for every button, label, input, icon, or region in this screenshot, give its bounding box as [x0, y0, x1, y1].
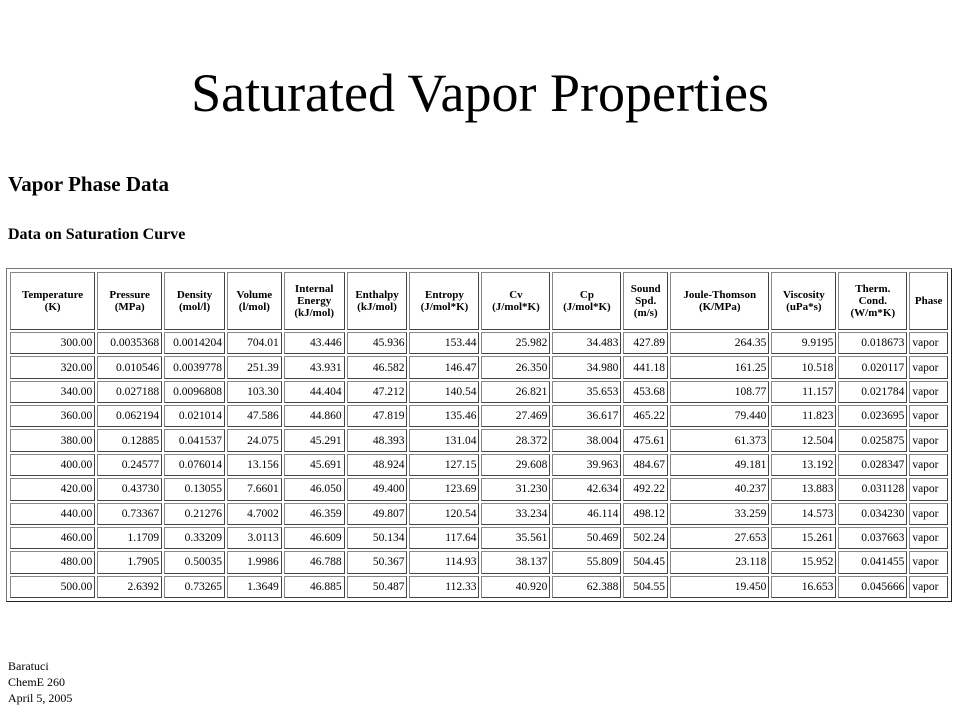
- table-row: [10, 478, 948, 500]
- table-cell: 31.230: [481, 478, 550, 500]
- table-cell: 441.18: [623, 356, 668, 378]
- table-cell: 0.041455: [838, 551, 907, 573]
- table-cell: 46.609: [284, 527, 345, 549]
- table-cell: 108.77: [670, 381, 769, 403]
- table-cell: 34.980: [552, 356, 621, 378]
- table-row: [10, 381, 948, 403]
- table-cell: 45.936: [347, 332, 408, 354]
- table-cell: vapor: [909, 356, 948, 378]
- table-cell: 0.045666: [838, 576, 907, 598]
- table-cell: 7.6601: [227, 478, 282, 500]
- table-cell: 47.212: [347, 381, 408, 403]
- table-cell: 36.617: [552, 405, 621, 427]
- column-header: Temperature (K): [10, 272, 95, 330]
- column-header: Joule-Thomson (K/MPa): [670, 272, 769, 330]
- table-cell: 161.25: [670, 356, 769, 378]
- table-cell: 40.920: [481, 576, 550, 598]
- column-header: Volume (l/mol): [227, 272, 282, 330]
- table-cell: 38.137: [481, 551, 550, 573]
- column-header: Cp (J/mol*K): [552, 272, 621, 330]
- table-cell: 50.469: [552, 527, 621, 549]
- column-header: Density (mol/l): [164, 272, 225, 330]
- table-cell: 480.00: [10, 551, 95, 573]
- table-cell: 135.46: [409, 405, 479, 427]
- column-header: Internal Energy (kJ/mol): [284, 272, 345, 330]
- table-cell: 502.24: [623, 527, 668, 549]
- table-cell: 420.00: [10, 478, 95, 500]
- table-cell: 0.018673: [838, 332, 907, 354]
- table-cell: 0.13055: [164, 478, 225, 500]
- table-cell: 146.47: [409, 356, 479, 378]
- table-cell: 0.025875: [838, 429, 907, 451]
- table-cell: 465.22: [623, 405, 668, 427]
- table-cell: vapor: [909, 551, 948, 573]
- table-cell: 14.573: [771, 503, 836, 525]
- table-cell: 46.582: [347, 356, 408, 378]
- table-cell: 264.35: [670, 332, 769, 354]
- table-cell: 498.12: [623, 503, 668, 525]
- footer-date: April 5, 2005: [8, 691, 73, 705]
- footer-author: Baratuci: [8, 659, 49, 673]
- table-cell: 9.9195: [771, 332, 836, 354]
- table-cell: 55.809: [552, 551, 621, 573]
- table-cell: 504.45: [623, 551, 668, 573]
- table-cell: 25.982: [481, 332, 550, 354]
- table-cell: 47.819: [347, 405, 408, 427]
- table-cell: 44.860: [284, 405, 345, 427]
- table-cell: 40.237: [670, 478, 769, 500]
- column-header: Viscosity (uPa*s): [771, 272, 836, 330]
- table-cell: 0.73265: [164, 576, 225, 598]
- table-header-row: [10, 272, 948, 330]
- table-cell: vapor: [909, 576, 948, 598]
- table-cell: 0.076014: [164, 454, 225, 476]
- table-cell: vapor: [909, 405, 948, 427]
- table-cell: 340.00: [10, 381, 95, 403]
- table-row: [10, 405, 948, 427]
- table-cell: 484.67: [623, 454, 668, 476]
- table-cell: 46.114: [552, 503, 621, 525]
- column-header: Enthalpy (kJ/mol): [347, 272, 408, 330]
- table-cell: 35.561: [481, 527, 550, 549]
- table-cell: 43.931: [284, 356, 345, 378]
- table-cell: 380.00: [10, 429, 95, 451]
- table-cell: 10.518: [771, 356, 836, 378]
- column-header: Entropy (J/mol*K): [409, 272, 479, 330]
- table-row: [10, 503, 948, 525]
- table-cell: 453.68: [623, 381, 668, 403]
- table-cell: 0.021784: [838, 381, 907, 403]
- table-row: [10, 332, 948, 354]
- table-cell: 45.691: [284, 454, 345, 476]
- table-cell: 123.69: [409, 478, 479, 500]
- footer-course: ChemE 260: [8, 675, 65, 689]
- table-cell: 117.64: [409, 527, 479, 549]
- table-cell: 28.372: [481, 429, 550, 451]
- table-cell: 140.54: [409, 381, 479, 403]
- table-cell: 504.55: [623, 576, 668, 598]
- table-cell: 360.00: [10, 405, 95, 427]
- table-cell: 0.021014: [164, 405, 225, 427]
- table-cell: 50.487: [347, 576, 408, 598]
- table-cell: 34.483: [552, 332, 621, 354]
- table-cell: 11.157: [771, 381, 836, 403]
- table-cell: 460.00: [10, 527, 95, 549]
- saturation-table-container: [6, 268, 952, 602]
- column-header: Therm. Cond. (W/m*K): [838, 272, 907, 330]
- table-cell: 15.261: [771, 527, 836, 549]
- table-row: [10, 356, 948, 378]
- table-cell: 62.388: [552, 576, 621, 598]
- table-cell: 320.00: [10, 356, 95, 378]
- column-header: Cv (J/mol*K): [481, 272, 550, 330]
- table-cell: 12.504: [771, 429, 836, 451]
- table-cell: 120.54: [409, 503, 479, 525]
- table-cell: 492.22: [623, 478, 668, 500]
- section-heading: Vapor Phase Data: [8, 172, 170, 196]
- table-cell: 50.134: [347, 527, 408, 549]
- footer: [8, 658, 72, 706]
- table-cell: 79.440: [670, 405, 769, 427]
- table-cell: 46.788: [284, 551, 345, 573]
- table-cell: 33.234: [481, 503, 550, 525]
- table-cell: 23.118: [670, 551, 769, 573]
- table-cell: 103.30: [227, 381, 282, 403]
- table-cell: 0.010546: [97, 356, 162, 378]
- saturation-data-table: [8, 270, 950, 600]
- column-header: Pressure (MPa): [97, 272, 162, 330]
- column-header: Phase: [909, 272, 948, 330]
- column-header: Sound Spd. (m/s): [623, 272, 668, 330]
- table-cell: vapor: [909, 332, 948, 354]
- table-cell: 33.259: [670, 503, 769, 525]
- table-cell: vapor: [909, 381, 948, 403]
- table-cell: vapor: [909, 527, 948, 549]
- table-cell: 0.73367: [97, 503, 162, 525]
- table-cell: 0.0096808: [164, 381, 225, 403]
- table-cell: 0.028347: [838, 454, 907, 476]
- table-cell: 13.156: [227, 454, 282, 476]
- table-cell: 114.93: [409, 551, 479, 573]
- table-cell: 27.653: [670, 527, 769, 549]
- table-cell: vapor: [909, 478, 948, 500]
- table-cell: 0.037663: [838, 527, 907, 549]
- table-cell: 300.00: [10, 332, 95, 354]
- table-cell: 47.586: [227, 405, 282, 427]
- table-cell: 0.33209: [164, 527, 225, 549]
- table-cell: 153.44: [409, 332, 479, 354]
- table-cell: 127.15: [409, 454, 479, 476]
- table-cell: 0.24577: [97, 454, 162, 476]
- table-row: [10, 576, 948, 598]
- table-cell: 49.400: [347, 478, 408, 500]
- table-cell: 0.0035368: [97, 332, 162, 354]
- table-cell: 48.393: [347, 429, 408, 451]
- table-cell: 400.00: [10, 454, 95, 476]
- table-cell: 0.027188: [97, 381, 162, 403]
- table-cell: 49.807: [347, 503, 408, 525]
- table-cell: 0.50035: [164, 551, 225, 573]
- table-row: [10, 551, 948, 573]
- table-cell: 1.9986: [227, 551, 282, 573]
- table-cell: 43.446: [284, 332, 345, 354]
- table-cell: 50.367: [347, 551, 408, 573]
- table-row: [10, 454, 948, 476]
- table-cell: 427.89: [623, 332, 668, 354]
- table-cell: 26.821: [481, 381, 550, 403]
- table-cell: 4.7002: [227, 503, 282, 525]
- table-cell: 46.050: [284, 478, 345, 500]
- table-cell: 0.062194: [97, 405, 162, 427]
- table-cell: 131.04: [409, 429, 479, 451]
- table-cell: 11.823: [771, 405, 836, 427]
- table-cell: 45.291: [284, 429, 345, 451]
- table-cell: 44.404: [284, 381, 345, 403]
- table-cell: 440.00: [10, 503, 95, 525]
- table-cell: 46.359: [284, 503, 345, 525]
- table-cell: 15.952: [771, 551, 836, 573]
- table-cell: 0.12885: [97, 429, 162, 451]
- table-cell: 39.963: [552, 454, 621, 476]
- table-cell: 49.181: [670, 454, 769, 476]
- table-cell: 2.6392: [97, 576, 162, 598]
- table-cell: 0.034230: [838, 503, 907, 525]
- table-cell: 48.924: [347, 454, 408, 476]
- table-cell: vapor: [909, 454, 948, 476]
- table-cell: 0.031128: [838, 478, 907, 500]
- table-cell: 1.3649: [227, 576, 282, 598]
- table-cell: 61.373: [670, 429, 769, 451]
- table-cell: 0.0014204: [164, 332, 225, 354]
- table-cell: 16.653: [771, 576, 836, 598]
- table-cell: 35.653: [552, 381, 621, 403]
- table-cell: 3.0113: [227, 527, 282, 549]
- table-row: [10, 527, 948, 549]
- table-cell: vapor: [909, 503, 948, 525]
- table-cell: 13.883: [771, 478, 836, 500]
- table-cell: 26.350: [481, 356, 550, 378]
- table-cell: 24.075: [227, 429, 282, 451]
- table-cell: 704.01: [227, 332, 282, 354]
- table-cell: 13.192: [771, 454, 836, 476]
- table-cell: 0.43730: [97, 478, 162, 500]
- table-cell: 0.020117: [838, 356, 907, 378]
- table-cell: 112.33: [409, 576, 479, 598]
- table-cell: 46.885: [284, 576, 345, 598]
- table-cell: 475.61: [623, 429, 668, 451]
- slide-title: Saturated Vapor Properties: [191, 63, 769, 123]
- table-cell: 500.00: [10, 576, 95, 598]
- table-cell: 0.21276: [164, 503, 225, 525]
- table-body: [10, 332, 948, 598]
- table-cell: 1.7905: [97, 551, 162, 573]
- table-cell: 1.1709: [97, 527, 162, 549]
- table-cell: 251.39: [227, 356, 282, 378]
- table-caption: Data on Saturation Curve: [8, 226, 186, 243]
- table-cell: 42.634: [552, 478, 621, 500]
- table-row: [10, 429, 948, 451]
- table-cell: vapor: [909, 429, 948, 451]
- table-cell: 29.608: [481, 454, 550, 476]
- table-cell: 0.0039778: [164, 356, 225, 378]
- table-cell: 27.469: [481, 405, 550, 427]
- table-cell: 38.004: [552, 429, 621, 451]
- table-cell: 0.023695: [838, 405, 907, 427]
- table-cell: 0.041537: [164, 429, 225, 451]
- table-cell: 19.450: [670, 576, 769, 598]
